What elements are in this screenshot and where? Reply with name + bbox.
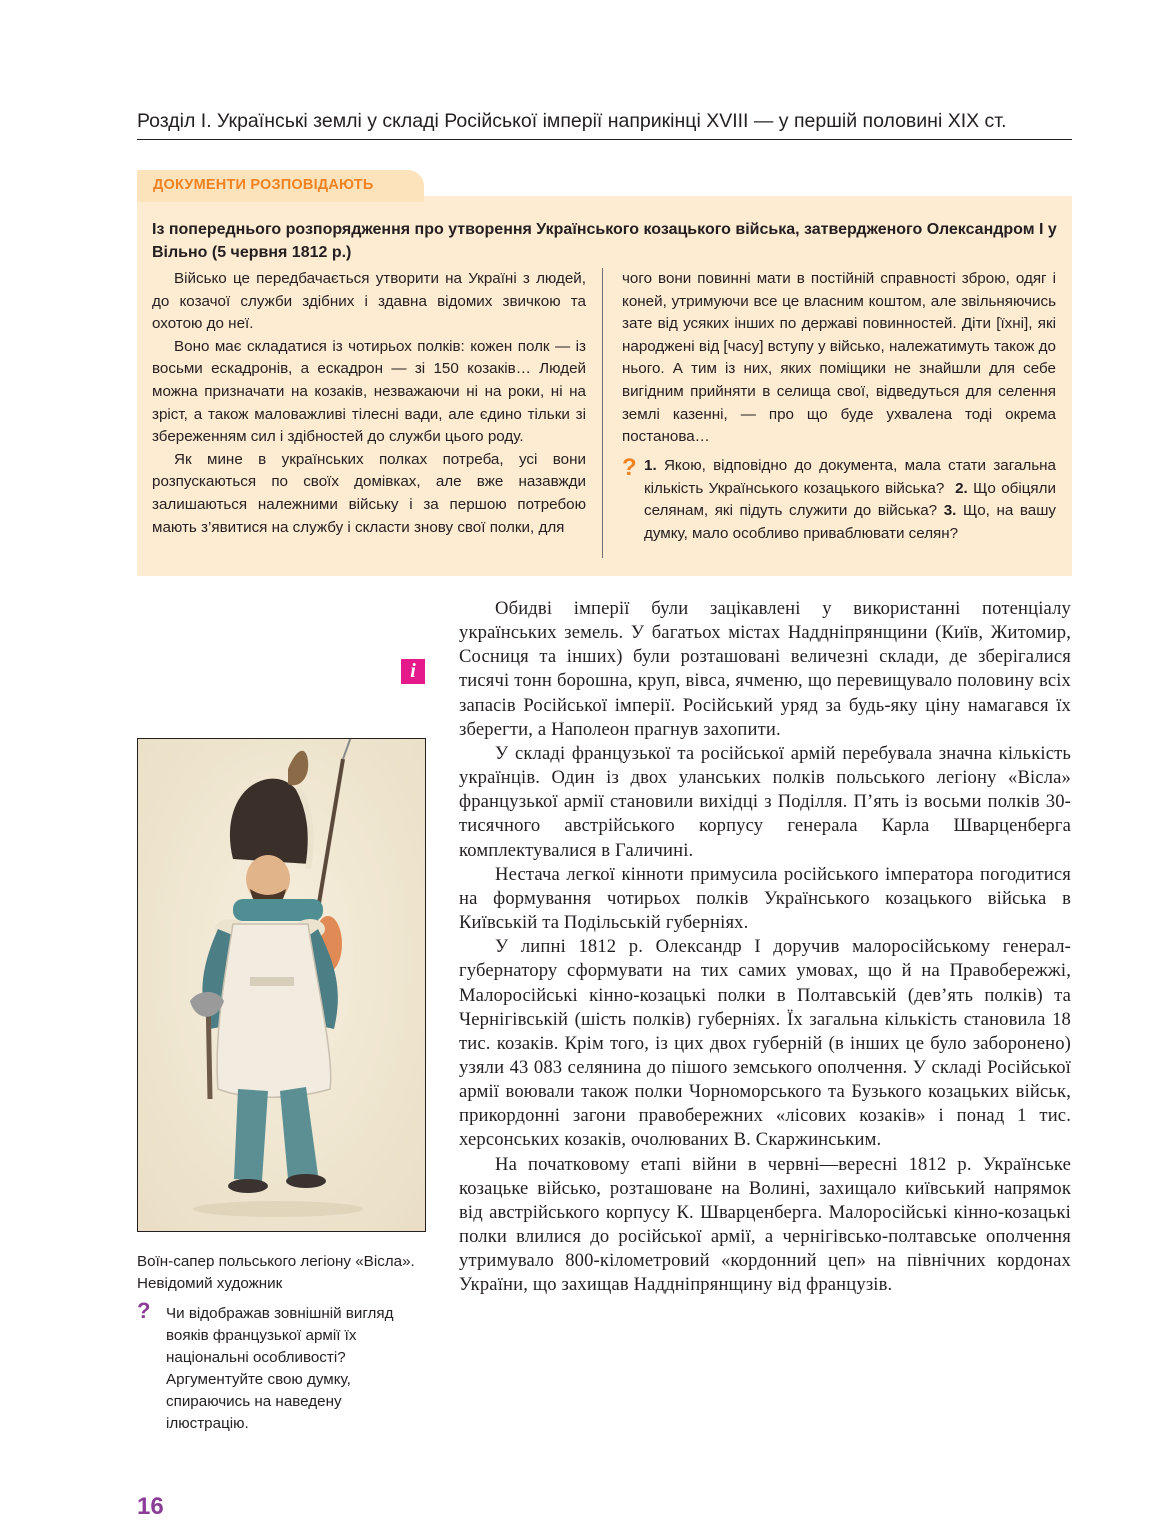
document-paragraph: Як мине в українських полках потреба, усі вони розпускаються по своїх домівках, але вже назавжди залишаються належними війську і за першою потребою мають з’явитися на службу і скласти знову свої полки, для <box>152 450 586 536</box>
figure-caption: Воїн-сапер польського легіону «Вісла». Невідомий художник <box>137 1253 415 1292</box>
main-text <box>459 597 1071 1298</box>
sapper-illustration <box>137 738 426 1232</box>
document-tab <box>137 170 424 202</box>
question-text: Якою, відповідно до документа, мала стати загальна кількість Українського козацького війська? <box>644 457 1056 497</box>
document-paragraph: чого вони повинні мати в постійній справності зброю, одяг і коней, утримуючи все це власним коштом, але звільняючись зате від усяких інших по державі повинностей. Діти [їхні], які народжені від [часу] вступу у військо, належатимуть також до нього. А тим із них, яких поміщики не знайшли для себе вигідним прийняти в селища свої, відведуться для селення землі казенні, — про що буде ухвалена тоді окрема постанова… <box>622 270 1056 446</box>
page-number: 16 <box>137 1493 164 1520</box>
question-text: Що обіцяли селянам, які підуть служити до війська? <box>644 479 1056 520</box>
main-paragraph: Нестача легкої кінноти примусила російського імператора погодитися на формування чотирьох полків Українського козацького війська в Київській та Подільській губерніях. <box>459 863 1071 934</box>
question-mark-icon: ? <box>622 454 637 481</box>
question-mark-icon: ? <box>137 1298 151 1323</box>
question-number: 3. <box>943 502 957 520</box>
document-title: Із попереднього розпорядження про утворення Українського козацького війська, затвердженого Олександром І у Вільно (5 червня 1812 р.) <box>152 221 1057 261</box>
main-paragraph: У липні 1812 р. Олександр І доручив малоросійському генерал-губернатору сформувати на тих самих умовах, що й на Правобережжі, Малоросійські кінно-козацькі полки в Полтавській (дев’ять полків) та Чернігівській (шість полків) губерніях. Їх загальна кількість становила 18 тис. козаків. Крім того, із цих двох губерній (в інших це було заборонено) узяли 43 083 селянина до пішого земського ополчення. У складі Російської армії воювали також полки Чорноморського та Бузького козацьких військ, прикордонні загони правобережних «лісових козаків» і понад 1 тис. херсонських козаків, очолюваних В. Скаржинським. <box>459 936 1071 1151</box>
main-paragraph: У складі французької та російської армій перебувала значна кількість українців. Один із двох уланських полків польського легіону «Вісла» французької армії становили вихідці з Поділля. П’ять із восьми полків 30-тисячного австрійського корпусу генерала Карла Шварценберга комплектувалися в Галичині. <box>459 742 1071 861</box>
main-paragraph: На початковому етапі війни в червні—вересні 1812 р. Українське козацьке військо, розташоване на Волині, захищало київський напрямок від австрійського корпусу К. Шварценберга. Малоросійські кінно-козацькі полки влилися до російської армії, а чернігівсько-полтавське ополчення утримувало 800-кілометровий «кордонний цеп» на північних кордонах України, що захищав Наддніпрянщину від французів. <box>459 1153 1071 1296</box>
question-text: Що, на вашу думку, мало особливо приваблювати селян? <box>644 502 1056 542</box>
document-questions <box>644 455 1056 545</box>
question-number: 2. <box>955 479 968 497</box>
document-left-column <box>152 268 586 539</box>
info-icon: i <box>401 659 425 684</box>
figure-question: Чи відображав зовнішній вигляд вояків французької армії їх національні особливості? Аргументуйте свою думку, спираючись на наведену ілюстрацію. <box>166 1305 394 1432</box>
document-paragraph: Воно має складатися із чотирьох полків: кожен полк — із восьми ескадронів, а ескадрон — зі 150 козаків… Людей можна призначати на козаків, незважаючи ні на роки, ні на зріст, а також маловажливі тілесні вади, але єдино тільки зі збереженням сил і здібностей до служби цього роду. <box>152 337 586 446</box>
question-number: 1. <box>644 457 657 474</box>
column-divider <box>602 268 603 558</box>
document-paragraph: Військо це передбачається утворити на Україні з людей, до козачої служби здібних і здавна відомих звичкою та охотою до неї. <box>152 270 586 333</box>
running-header: Розділ I. Українські землі у складі Російської імперії наприкінці XVIII — у першій половині XIX ст. <box>137 108 1072 140</box>
document-tab-label: ДОКУМЕНТИ РОЗПОВІДАЮТЬ <box>153 177 374 193</box>
main-paragraph: Обидві імперії були зацікавлені у використанні потенціалу українських земель. У багатьох містах Наддніпрянщини (Київ, Житомир, Сосниця та інших) були розташовані величезні склади, де зберігалися тисячі тонн борошна, круп, вівса, ячменю, що перевищувало половину всіх запасів Російської імперії. Російський уряд за будь-яку ціну намагався їх зберегти, а Наполеон прагнув захопити. <box>459 598 1071 740</box>
document-right-column <box>622 268 1056 449</box>
